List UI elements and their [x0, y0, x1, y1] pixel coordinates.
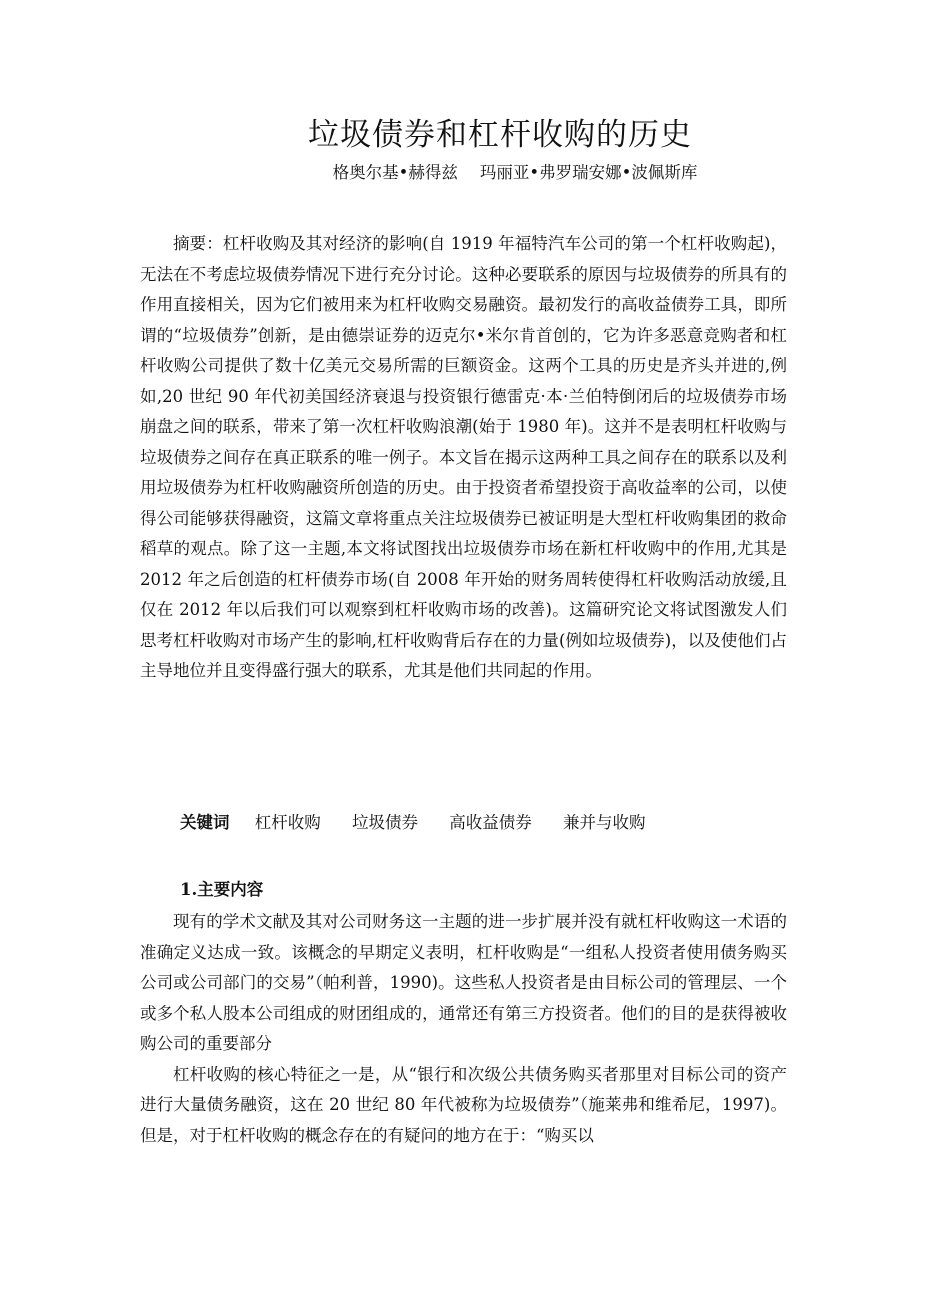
author-line	[0, 160, 926, 186]
paper-title: 垃圾债券和杠杆收购的历史	[308, 117, 692, 153]
keyword: 杠杆收购	[254, 813, 321, 832]
abstract-paragraph: 摘要：杠杆收购及其对经济的影响(自 1919 年福特汽车公司的第一个杠杆收购起)，无法在不考虑垃圾债券情况下进行充分讨论。这种必要联系的原因与垃圾债券的所具有的作用直接相关，因为它们被用来为杠杆收购交易融资。最初发行的高收益债券工具，即所谓的“垃圾债券”创新，是由德崇证券的迈克尔•米尔肯首创的，它为许多恶意竞购者和杠杆收购公司提供了数十亿美元交易所需的巨额资金。这两个工具的历史是齐头并进的,例如,20 世纪 90 年代初美国经济衰退与投资银行德雷克·本·兰伯特倒闭后的垃圾债券市场崩盘之间的联系，带来了第一次杠杆收购浪潮(始于 1980 年)。这并不是表明杠杆收购与垃圾债券之间存在真正联系的唯一例子。本文旨在揭示这两种工具之间存在的联系以及利用垃圾债券为杠杆收购融资所创造的历史。由于投资者希望投资于高收益率的公司，以使得公司能够获得融资，这篇文章将重点关注垃圾债券已被证明是大型杠杆收购集团的救命稻草的观点。除了这一主题,本文将试图找出垃圾债券市场在新杠杆收购中的作用,尤其是 2012 年之后创造的杠杆债券市场(自 2008 年开始的财务周转使得杠杆收购活动放缓,且仅在 2012 年以后我们可以观察到杠杆收购市场的改善)。这篇研究论文将试图激发人们思考杠杆收购对市场产生的影响,杠杆收购背后存在的力量(例如垃圾债券)，以及使他们占主导地位并且变得盛行强大的联系，尤其是他们共同起的作用。	[140, 234, 787, 680]
keywords-label: 关键词	[180, 813, 230, 832]
author-2: 玛丽亚•弗罗瑞安娜•波佩斯库	[479, 163, 698, 182]
keyword: 垃圾债券	[352, 813, 418, 832]
author-1: 格奥尔基•赫得兹	[332, 163, 458, 182]
keyword: 兼并与收购	[563, 813, 646, 832]
body-paragraph: 现有的学术文献及其对公司财务这一主题的进一步扩展并没有就杠杆收购这一术语的准确定义达成一致。该概念的早期定义表明，杠杆收购是“一组私人投资者使用债务购买公司或公司部门的交易”（帕利普，1990)。这些私人投资者是由目标公司的管理层、一个或多个私人股本公司组成的财团组成的，通常还有第三方投资者。他们的目的是获得被收购公司的重要部分	[140, 912, 787, 1053]
keywords	[180, 808, 672, 838]
abstract	[140, 229, 787, 687]
body-paragraph: 杠杆收购的核心特征之一是，从“银行和次级公共债务购买者那里对目标公司的资产进行大量债务融资，这在 20 世纪 80 年代被称为垃圾债券”（施莱弗和维希尼，1997)。但是，对于杠杆收购的概念存在的有疑问的地方在于：“购买以	[140, 1064, 787, 1145]
keyword: 高收益债券	[449, 813, 532, 832]
section-body	[140, 907, 787, 1151]
section-heading: 1.主要内容	[180, 880, 264, 899]
